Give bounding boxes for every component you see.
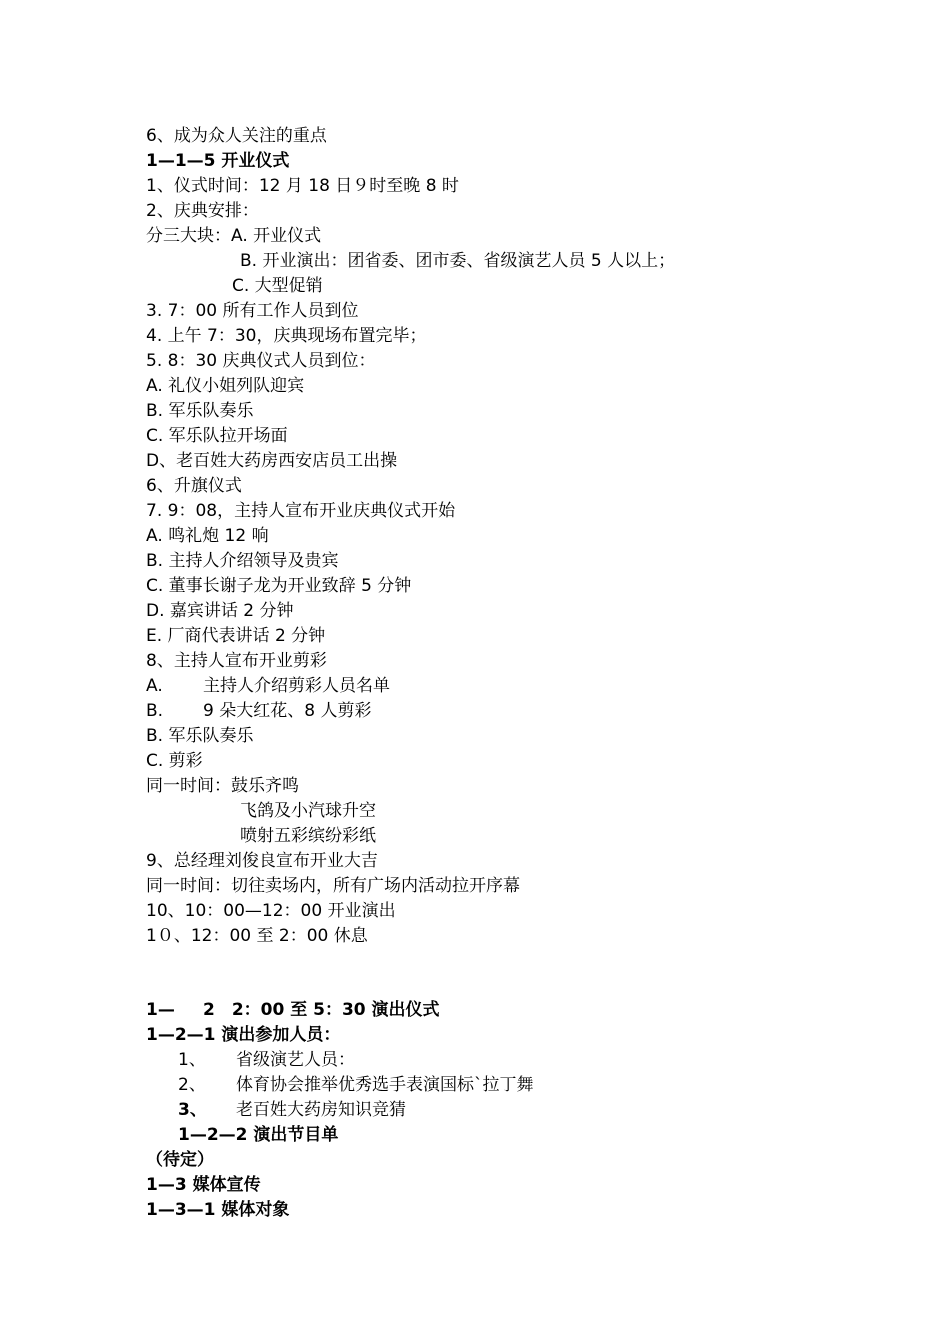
section-heading: 1—1—5 开业仪式	[146, 151, 290, 171]
text-line: 体育协会推举优秀选手表演国标`拉丁舞	[236, 1075, 534, 1095]
list-marker: 2、	[178, 1075, 206, 1095]
text-line: 3. 7：00 所有工作人员到位	[146, 301, 359, 321]
text-line: D、老百姓大药房西安店员工出操	[146, 451, 398, 471]
text-line: E. 厂商代表讲话 2 分钟	[146, 626, 326, 646]
list-marker: 3、	[178, 1100, 207, 1120]
text-line: B. 开业演出：团省委、团市委、省级演艺人员 5 人以上；	[240, 251, 676, 271]
list-marker: A.	[146, 676, 163, 696]
text-line: 同一时间：切往卖场内，所有广场内活动拉开序幕	[146, 876, 520, 896]
text-line: 10、10：00—12：00 开业演出	[146, 901, 396, 921]
text-line: 老百姓大药房知识竞猜	[236, 1100, 406, 1120]
text-line: B. 军乐队奏乐	[146, 726, 254, 746]
section-heading: 1—3 媒体宣传	[146, 1175, 261, 1195]
text-line: 6、升旗仪式	[146, 476, 242, 496]
text-line: 省级演艺人员：	[236, 1050, 355, 1070]
text-line: 2、庆典安排：	[146, 201, 259, 221]
section-heading: 1—2—2 演出节目单	[178, 1125, 339, 1145]
text-line: A. 礼仪小姐列队迎宾	[146, 376, 305, 396]
section-heading: 2 2：00 至 5：30 演出仪式	[203, 1000, 440, 1020]
text-line: B. 主持人介绍领导及贵宾	[146, 551, 339, 571]
text-line: C. 剪彩	[146, 751, 203, 771]
text-line: 1、仪式时间：12 月 18 日９时至晚 8 时	[146, 176, 459, 196]
list-marker: B.	[146, 701, 164, 721]
text-line: 7. 9：08，主持人宣布开业庆典仪式开始	[146, 501, 456, 521]
section-heading-prefix: 1—	[146, 1000, 175, 1020]
text-line: 9、总经理刘俊良宣布开业大吉	[146, 851, 378, 871]
section-heading: 1—3—1 媒体对象	[146, 1200, 290, 1220]
section-heading: 1—2—1 演出参加人员：	[146, 1025, 341, 1045]
text-line: 8、主持人宣布开业剪彩	[146, 651, 327, 671]
text-line: 6、成为众人关注的重点	[146, 126, 327, 146]
text-line: 分三大块：A. 开业仪式	[146, 226, 322, 246]
text-line: B. 军乐队奏乐	[146, 401, 254, 421]
list-marker: 1、	[178, 1050, 206, 1070]
text-line: 主持人介绍剪彩人员名单	[203, 676, 390, 696]
text-line: 9 朵大红花、8 人剪彩	[203, 701, 372, 721]
text-line: （待定）	[146, 1150, 214, 1170]
text-line: 喷射五彩缤纷彩纸	[240, 826, 376, 846]
text-line: 5. 8：30 庆典仪式人员到位：	[146, 351, 376, 371]
text-line: C. 军乐队拉开场面	[146, 426, 288, 446]
text-line: C. 大型促销	[232, 276, 323, 296]
text-line: 飞鸽及小汽球升空	[240, 801, 376, 821]
text-line: A. 鸣礼炮 12 响	[146, 526, 269, 546]
text-line: C. 董事长谢子龙为开业致辞 5 分钟	[146, 576, 412, 596]
text-line: 1０、12：00 至 2：00 休息	[146, 926, 368, 946]
text-line: 4. 上午 7：30，庆典现场布置完毕；	[146, 326, 427, 346]
text-line: 同一时间：鼓乐齐鸣	[146, 776, 299, 796]
text-line: D. 嘉宾讲话 2 分钟	[146, 601, 294, 621]
